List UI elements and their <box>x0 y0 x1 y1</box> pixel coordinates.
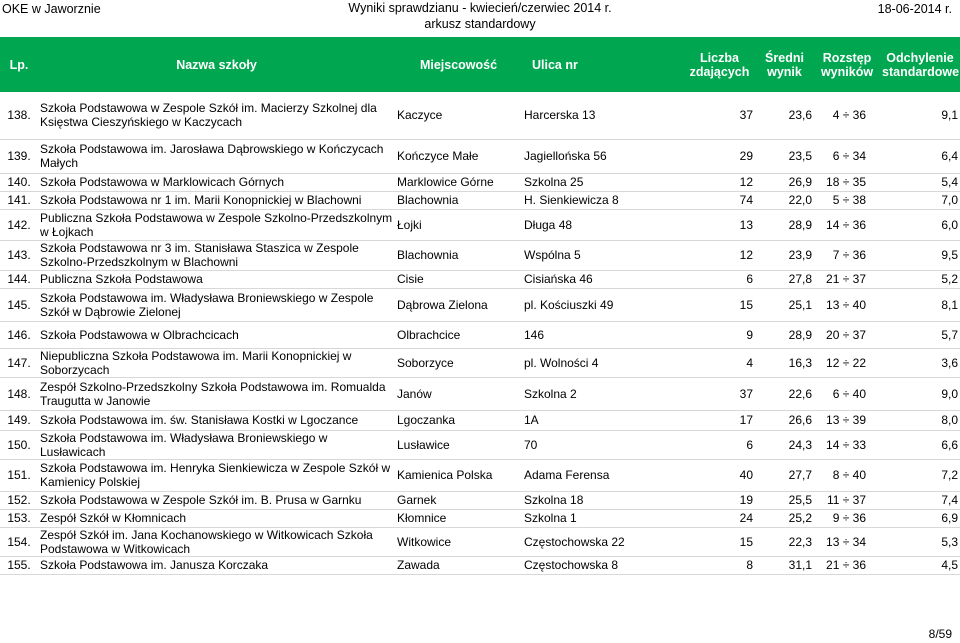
table-row <box>0 270 960 288</box>
cell-std: 9,5 <box>941 248 958 262</box>
cell-name: Szkoła Podstawowa im. Władysława Broniewskiego w Lusławicach <box>40 430 328 459</box>
cell-range: 6 ÷ 40 <box>832 386 866 401</box>
cell-avg: 27,8 <box>788 272 812 286</box>
col-header-count: Liczba zdających <box>684 37 755 92</box>
table-row <box>0 139 960 173</box>
cell-lp: 140. <box>7 175 31 189</box>
cell-lp: 148. <box>7 386 31 401</box>
cell-range: 4 ÷ 36 <box>832 108 866 123</box>
cell-avg: 23,9 <box>788 248 812 262</box>
cell-avg: 24,3 <box>788 437 812 452</box>
cell-lp: 142. <box>7 217 31 232</box>
cell-avg: 27,7 <box>788 468 812 482</box>
cell-name: Szkoła Podstawowa im. Jarosława Dąbrowskiego w Kończycach Małych <box>40 142 384 170</box>
cell-name: Szkoła Podstawowa nr 1 im. Marii Konopnickiej w Blachowni <box>40 193 362 207</box>
cell-name: Zespół Szkolno-Przedszkolny Szkoła Podstawowa im. Romualda Traugutta w Janowie <box>40 379 386 408</box>
cell-range: 6 ÷ 34 <box>832 149 866 163</box>
col-header-range: Rozstęp wyników <box>814 37 880 92</box>
cell-name: Szkoła Podstawowa im. Janusza Korczaka <box>40 558 269 572</box>
cell-town: Dąbrowa Zielona <box>397 297 488 312</box>
cell-count: 9 <box>746 327 753 342</box>
cell-town: Lgoczanka <box>397 413 456 427</box>
cell-range: 7 ÷ 36 <box>832 248 866 262</box>
cell-street: H. Sienkiewicza 8 <box>524 193 619 207</box>
cell-range: 5 ÷ 38 <box>832 193 866 207</box>
table-row <box>0 556 960 574</box>
cell-range: 13 ÷ 34 <box>826 534 866 549</box>
cell-std: 7,0 <box>941 193 958 207</box>
cell-name: Szkoła Podstawowa im. św. Stanisława Kostki w Lgoczance <box>40 413 359 427</box>
cell-street: Szkolna 25 <box>524 175 584 189</box>
cell-town: Kamienica Polska <box>397 468 493 482</box>
cell-lp: 139. <box>7 149 31 163</box>
cell-lp: 151. <box>7 468 31 482</box>
cell-avg: 28,9 <box>788 217 812 232</box>
cell-lp: 146. <box>7 327 31 342</box>
table-row <box>0 288 960 321</box>
cell-count: 12 <box>739 248 753 262</box>
col-header-std: Odchylenie standardowe <box>880 37 960 92</box>
cell-street: Adama Ferensa <box>524 468 610 482</box>
cell-std: 7,2 <box>941 468 958 482</box>
cell-count: 17 <box>739 413 753 427</box>
cell-avg: 22,0 <box>788 193 812 207</box>
table-row <box>0 92 960 139</box>
cell-count: 37 <box>739 108 753 123</box>
cell-std: 3,6 <box>941 355 958 370</box>
cell-avg: 26,9 <box>788 175 812 189</box>
cell-town: Olbrachcice <box>397 327 461 342</box>
table-row <box>0 527 960 556</box>
cell-street: Szkolna 18 <box>524 493 584 507</box>
cell-lp: 147. <box>7 355 31 370</box>
cell-street: Szkolna 2 <box>524 386 577 401</box>
cell-count: 12 <box>739 175 753 189</box>
cell-std: 7,4 <box>941 493 958 507</box>
cell-town: Garnek <box>397 493 437 507</box>
cell-std: 5,2 <box>941 272 958 286</box>
cell-street: 146 <box>524 327 545 342</box>
cell-avg: 22,6 <box>788 386 812 401</box>
cell-name: Zespół Szkół im. Jana Kochanowskiego w Witkowicach Szkoła Podstawowa w Witkowicach <box>40 527 373 556</box>
cell-street: pl. Wolności 4 <box>524 355 599 370</box>
cell-avg: 25,5 <box>788 493 812 507</box>
title-line-1: Wyniki sprawdzianu - kwiecień/czerwiec 2014 r. <box>348 1 612 15</box>
cell-street: Harcerska 13 <box>524 108 596 123</box>
table-row <box>0 173 960 191</box>
cell-name: Szkoła Podstawowa w Zespole Szkół im. Macierzy Szkolnej dla Księstwa Cieszyńskiego w Kaczycach <box>40 101 377 130</box>
title-line-2: arkusz standardowy <box>424 17 536 31</box>
cell-std: 8,1 <box>941 297 958 312</box>
cell-range: 21 ÷ 36 <box>826 558 866 572</box>
cell-lp: 153. <box>7 511 31 525</box>
cell-town: Łojki <box>397 217 422 232</box>
cell-lp: 143. <box>7 248 31 262</box>
cell-name: Szkoła Podstawowa w Zespole Szkół im. B. Prusa w Garnku <box>40 493 362 507</box>
cell-lp: 138. <box>7 108 31 123</box>
table-row <box>0 321 960 348</box>
col-header-avg: Średni wynik <box>755 37 814 92</box>
cell-town: Blachownia <box>397 248 459 262</box>
table-body <box>0 92 960 574</box>
cell-name: Publiczna Szkoła Podstawowa w Zespole Szkolno-Przedszkolnym w Łojkach <box>40 210 393 239</box>
cell-avg: 16,3 <box>788 355 812 370</box>
cell-count: 13 <box>739 217 753 232</box>
cell-range: 11 ÷ 37 <box>826 493 866 507</box>
cell-street: Długa 48 <box>524 217 573 232</box>
page-number: 8/59 <box>928 627 952 641</box>
cell-count: 37 <box>739 386 753 401</box>
cell-avg: 25,2 <box>788 511 812 525</box>
cell-std: 9,0 <box>941 386 958 401</box>
cell-count: 6 <box>746 272 753 286</box>
col-header-street: Ulica nr <box>522 37 684 92</box>
document-date: 18-06-2014 r. <box>877 2 952 16</box>
cell-range: 18 ÷ 35 <box>826 175 866 189</box>
cell-street: Jagiellońska 56 <box>524 149 607 163</box>
col-header-town: Miejscowość <box>395 37 522 92</box>
cell-count: 40 <box>739 468 753 482</box>
col-header-name: Nazwa szkoły <box>38 37 395 92</box>
cell-avg: 25,1 <box>788 297 812 312</box>
cell-std: 5,7 <box>941 327 958 342</box>
cell-std: 4,5 <box>941 558 958 572</box>
cell-std: 8,0 <box>941 413 958 427</box>
table-row <box>0 459 960 491</box>
cell-count: 15 <box>739 297 753 312</box>
table-row <box>0 491 960 509</box>
cell-avg: 31,1 <box>788 558 812 572</box>
cell-range: 13 ÷ 39 <box>826 413 866 427</box>
cell-avg: 22,3 <box>788 534 812 549</box>
cell-avg: 28,9 <box>788 327 812 342</box>
table-row <box>0 410 960 430</box>
cell-range: 9 ÷ 36 <box>832 511 866 525</box>
cell-name: Szkoła Podstawowa w Marklowicach Górnych <box>40 175 285 189</box>
table-row <box>0 430 960 459</box>
cell-town: Soborzyce <box>397 355 454 370</box>
cell-avg: 26,6 <box>788 413 812 427</box>
cell-count: 29 <box>739 149 753 163</box>
cell-lp: 149. <box>7 413 31 427</box>
cell-town: Kłomnice <box>397 511 447 525</box>
cell-range: 12 ÷ 22 <box>826 355 866 370</box>
cell-avg: 23,6 <box>788 108 812 123</box>
cell-name: Szkoła Podstawowa im. Henryka Sienkiewicza w Zespole Szkół w Kamienicy Polskiej <box>40 461 391 489</box>
cell-name: Niepubliczna Szkoła Podstawowa im. Marii Konopnickiej w Soborzycach <box>40 348 352 377</box>
cell-std: 6,0 <box>941 217 958 232</box>
cell-street: Częstochowska 8 <box>524 558 619 572</box>
cell-std: 9,1 <box>941 108 958 123</box>
cell-count: 6 <box>746 437 753 452</box>
cell-lp: 150. <box>7 437 31 452</box>
cell-street: Cisiańska 46 <box>524 272 593 286</box>
cell-town: Zawada <box>397 558 440 572</box>
table-row <box>0 377 960 410</box>
table-row <box>0 348 960 377</box>
cell-range: 8 ÷ 40 <box>832 468 866 482</box>
organization-name: OKE w Jaworznie <box>2 2 101 16</box>
table-row <box>0 209 960 240</box>
cell-std: 6,6 <box>941 437 958 452</box>
cell-count: 15 <box>739 534 753 549</box>
cell-street: 70 <box>524 437 538 452</box>
cell-town: Witkowice <box>397 534 452 549</box>
cell-lp: 141. <box>7 193 31 207</box>
cell-street: Wspólna 5 <box>524 248 581 262</box>
table-header-row <box>0 37 960 92</box>
cell-name: Zespół Szkół w Kłomnicach <box>40 511 187 525</box>
cell-range: 13 ÷ 40 <box>826 297 866 312</box>
cell-range: 14 ÷ 36 <box>826 217 866 232</box>
cell-town: Marklowice Górne <box>397 175 494 189</box>
cell-count: 4 <box>746 355 753 370</box>
col-header-lp: Lp. <box>0 37 38 92</box>
cell-range: 14 ÷ 33 <box>826 437 866 452</box>
cell-avg: 23,5 <box>788 149 812 163</box>
cell-count: 19 <box>739 493 753 507</box>
cell-name: Szkoła Podstawowa w Olbrachcicach <box>40 327 239 342</box>
cell-range: 21 ÷ 37 <box>826 272 866 286</box>
cell-lp: 152. <box>7 493 31 507</box>
cell-lp: 154. <box>7 534 31 549</box>
cell-street: pl. Kościuszki 49 <box>524 297 614 312</box>
cell-town: Kończyce Małe <box>397 149 479 163</box>
cell-street: 1A <box>524 413 539 427</box>
cell-town: Cisie <box>397 272 424 286</box>
cell-range: 20 ÷ 37 <box>826 327 866 342</box>
cell-lp: 145. <box>7 297 31 312</box>
cell-std: 5,4 <box>941 175 958 189</box>
cell-town: Lusławice <box>397 437 450 452</box>
cell-name: Szkoła Podstawowa im. Władysława Broniewskiego w Zespole Szkół w Dąbrowie Zielonej <box>40 290 374 319</box>
cell-town: Kaczyce <box>397 108 443 123</box>
cell-std: 5,3 <box>941 534 958 549</box>
cell-lp: 155. <box>7 558 31 572</box>
cell-street: Częstochowska 22 <box>524 534 625 549</box>
cell-street: Szkolna 1 <box>524 511 577 525</box>
cell-count: 74 <box>739 193 753 207</box>
page-header <box>0 0 960 36</box>
cell-std: 6,4 <box>941 149 958 163</box>
cell-count: 24 <box>739 511 753 525</box>
table-row <box>0 191 960 209</box>
results-table <box>0 37 960 575</box>
table-row <box>0 509 960 527</box>
cell-count: 8 <box>746 558 753 572</box>
document-title <box>0 0 960 32</box>
cell-town: Janów <box>397 386 432 401</box>
table-row <box>0 240 960 270</box>
cell-name: Szkoła Podstawowa nr 3 im. Stanisława Staszica w Zespole Szkolno-Przedszkolnym w Blachowni <box>40 241 359 269</box>
cell-lp: 144. <box>7 272 31 286</box>
cell-town: Blachownia <box>397 193 459 207</box>
cell-std: 6,9 <box>941 511 958 525</box>
cell-name: Publiczna Szkoła Podstawowa <box>40 272 203 286</box>
